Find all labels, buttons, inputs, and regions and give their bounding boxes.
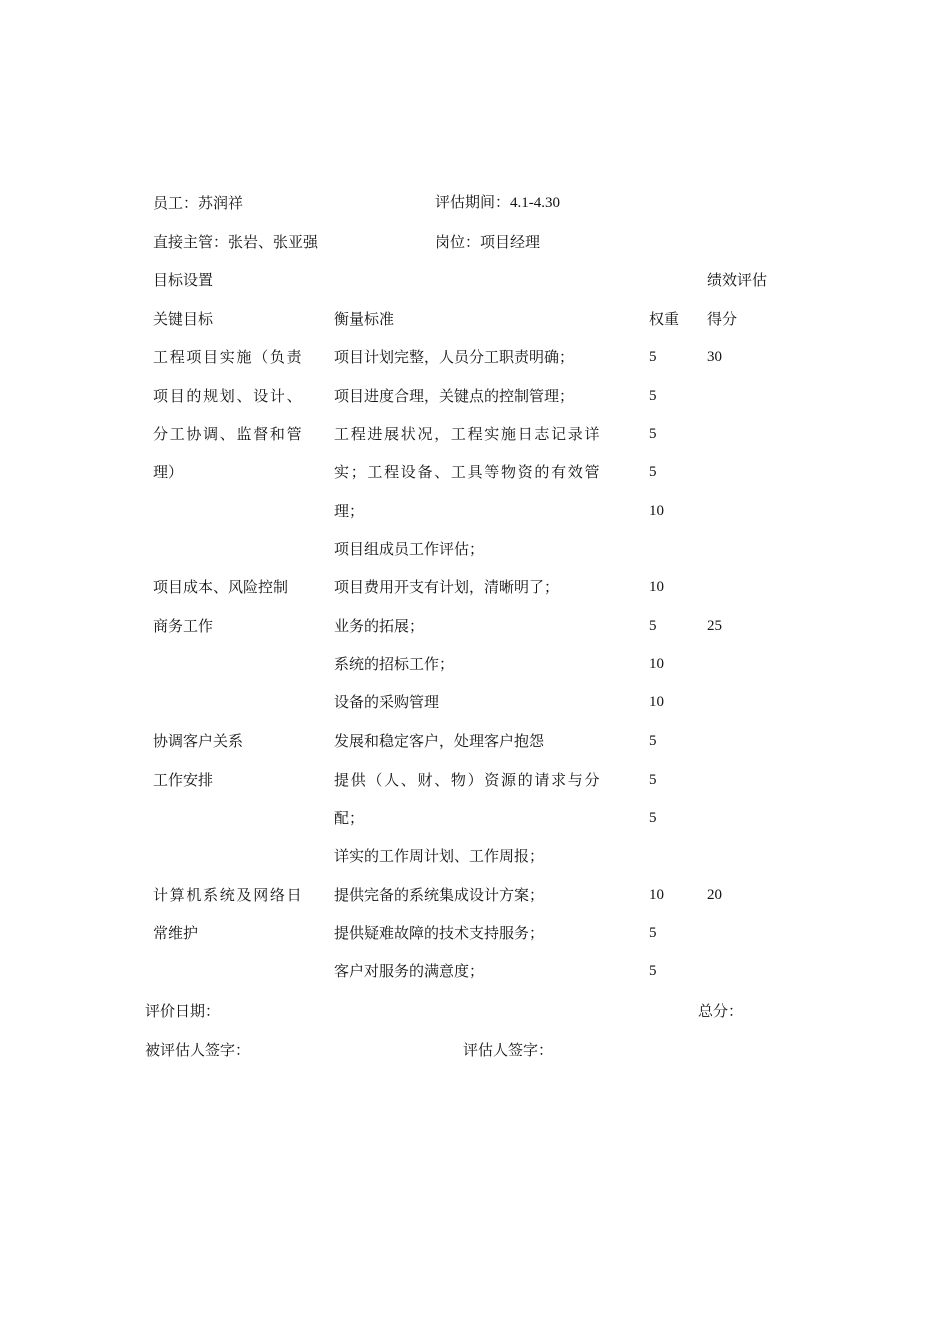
weight-value: 5 <box>649 388 657 404</box>
weight-value: 10 <box>649 694 664 710</box>
column-header-weight: 权重 <box>649 310 680 328</box>
evaluatee-signature-label: 被评估人签字： <box>145 1041 251 1059</box>
goal-text: 工作安排 <box>153 771 214 789</box>
weight-value: 10 <box>649 656 664 672</box>
weight-value: 5 <box>649 810 657 826</box>
weight-value: 5 <box>649 464 657 480</box>
goal-text: 项目成本、风险控制 <box>153 578 289 596</box>
goal-text: 商务工作 <box>153 617 214 635</box>
standard-text: 项目费用开支有计划，清晰明了； <box>334 578 560 596</box>
standard-text: 项目计划完整，人员分工职责明确； <box>334 348 575 366</box>
standard-text: 项目进度合理，关键点的控制管理； <box>334 387 575 405</box>
total-score-label: 总分： <box>698 1002 744 1020</box>
standard-text: 配； <box>334 809 365 827</box>
score-value: 20 <box>707 887 722 903</box>
standard-text: 实；工程设备、工具等物资的有效管 <box>334 463 602 481</box>
weight-value: 5 <box>649 349 657 365</box>
score-value: 30 <box>707 349 722 365</box>
supervisor-label: 直接主管：张岩、张亚强 <box>153 233 319 251</box>
standard-text: 发展和稳定客户，处理客户抱怨 <box>334 732 545 750</box>
standard-text: 设备的采购管理 <box>334 693 440 711</box>
standard-text: 提供（人、财、物）资源的请求与分 <box>334 771 602 789</box>
weight-value: 5 <box>649 618 657 634</box>
weight-value: 5 <box>649 733 657 749</box>
evaluator-signature-label: 评估人签字： <box>463 1041 554 1059</box>
standard-text: 提供疑难故障的技术支持服务； <box>334 924 545 942</box>
standard-text: 工程进展状况，工程实施日志记录详 <box>334 425 602 443</box>
weight-value: 5 <box>649 772 657 788</box>
column-header-standard: 衡量标准 <box>334 310 395 328</box>
weight-value: 10 <box>649 503 664 519</box>
goal-text: 理） <box>153 463 184 481</box>
goal-text: 项目的规划、设计、 <box>153 387 304 405</box>
performance-eval-heading: 绩效评估 <box>707 271 768 289</box>
weight-value: 5 <box>649 925 657 941</box>
standard-text: 详实的工作周计划、工作周报； <box>334 847 545 865</box>
position-label: 岗位：项目经理 <box>435 233 541 251</box>
employee-label: 员工：苏润祥 <box>153 194 244 212</box>
goal-text: 分工协调、监督和管 <box>153 425 304 443</box>
standard-text: 提供完备的系统集成设计方案； <box>334 886 545 904</box>
score-value: 25 <box>707 618 722 634</box>
weight-value: 5 <box>649 963 657 979</box>
eval-date-label: 评价日期： <box>145 1002 221 1020</box>
standard-text: 客户对服务的满意度； <box>334 962 485 980</box>
standard-text: 项目组成员工作评估； <box>334 540 485 558</box>
standard-text: 业务的拓展； <box>334 617 425 635</box>
goal-text: 计算机系统及网络日 <box>153 886 304 904</box>
goal-text: 工程项目实施（负责 <box>153 348 304 366</box>
period-label: 评估期间：4.1-4.30 <box>435 195 560 211</box>
goal-setting-heading: 目标设置 <box>153 271 214 289</box>
goal-text: 常维护 <box>153 924 199 942</box>
weight-value: 10 <box>649 887 664 903</box>
weight-value: 5 <box>649 426 657 442</box>
column-header-score: 得分 <box>707 310 738 328</box>
weight-value: 10 <box>649 579 664 595</box>
standard-text: 系统的招标工作； <box>334 655 455 673</box>
standard-text: 理； <box>334 502 365 520</box>
goal-text: 协调客户关系 <box>153 732 244 750</box>
column-header-key-goal: 关键目标 <box>153 310 214 328</box>
